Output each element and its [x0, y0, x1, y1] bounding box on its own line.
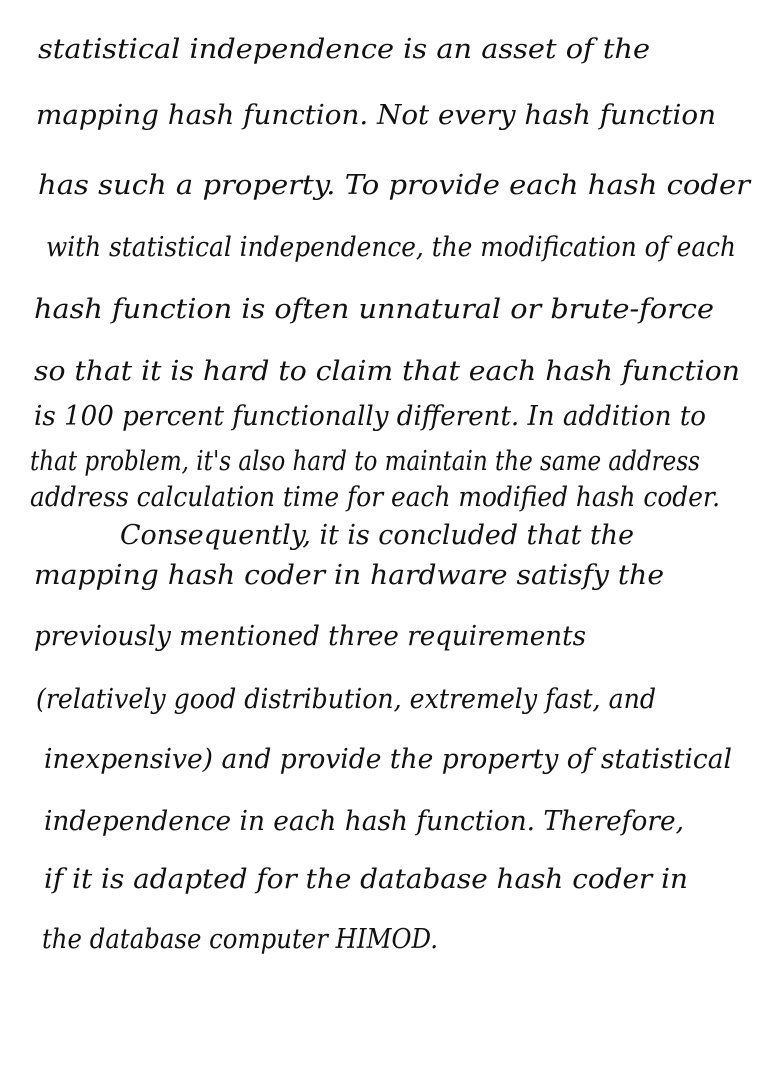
text-line-7: is 100 percent functionally different. In addition to: [34, 401, 707, 432]
text-line-14: inexpensive) and provide the property of statistical: [44, 744, 732, 775]
text-line-16: if it is adapted for the database hash coder in: [44, 864, 688, 895]
text-line-12: previously mentioned three requirements: [34, 621, 586, 652]
text-line-2: mapping hash function. Not every hash function: [36, 100, 716, 131]
text-line-3: has such a property. To provide each hash coder: [38, 170, 751, 201]
text-line-9: address calculation time for each modified hash coder.: [30, 482, 720, 513]
text-line-10: Consequently, it is concluded that the: [120, 520, 634, 551]
text-line-11: mapping hash coder in hardware satisfy the: [34, 560, 664, 591]
text-line-15: independence in each hash function. Therefore,: [44, 806, 684, 837]
text-line-5: hash function is often unnatural or brute-force: [34, 294, 714, 325]
text-line-4: with statistical independence, the modification of each: [46, 232, 737, 263]
text-line-6: so that it is hard to claim that each hash function: [34, 356, 740, 387]
text-line-1: statistical independence is an asset of the: [38, 34, 651, 65]
text-line-13: (relatively good distribution, extremely fast, and: [36, 684, 656, 715]
text-line-8: that problem, it's also hard to maintain the same address: [30, 446, 700, 477]
text-line-17: the database computer HIMOD.: [42, 924, 439, 955]
